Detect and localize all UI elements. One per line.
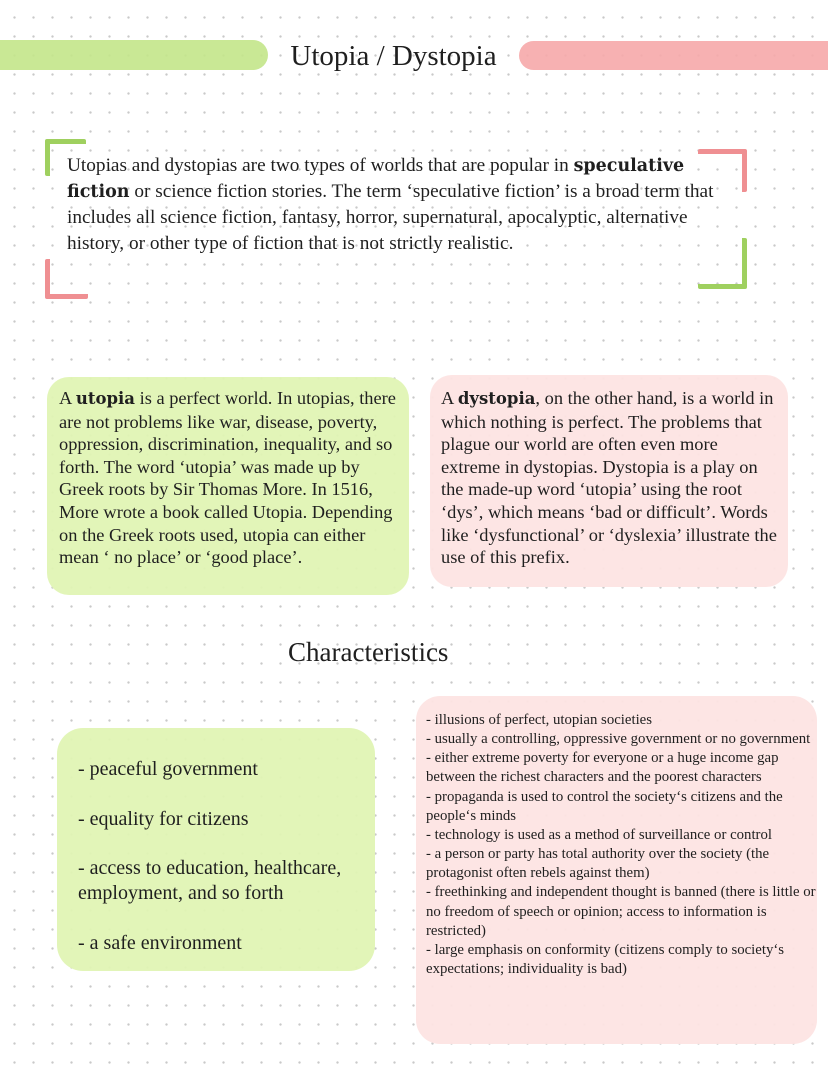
utopia-characteristic-item: - peaceful government [78,758,258,780]
dystopia-characteristic-item: - propaganda is used to control the society‘s citizens and the people‘s minds [426,788,783,824]
title-highlight-pink [519,41,828,70]
dystopia-characteristic-item: - illusions of perfect, utopian societies [426,712,653,728]
intro-paragraph [67,153,747,256]
dystopia-characteristic-item: - a person or party has total authority over the society (the protagonist often rebels against them) [426,846,770,882]
utopia-definition [59,387,401,569]
utopia-bold-term: utopia [75,389,135,408]
intro-text-before: Utopias and dystopias are two types of worlds that are popular in [67,155,574,176]
dystopia-text-after: , on the other hand, is a world in which nothing is perfect. The problems that plague our world are often even more extreme in dystopias. Dystopia is a play on the made-up word ‘utopia’ using the root ‘dys’, which means ‘bad or difficult’. Words like ‘dysfunctional’ or ‘dyslexia’ illustrate the use of this prefix. [441,388,777,568]
dystopia-characteristic-item: - either extreme poverty for everyone or a huge income gap between the richest characters and the poorest characters [426,750,779,786]
page-title: Utopia / Dystopia [290,40,497,72]
title-highlight-green [0,40,268,70]
intro-bold-term: speculative fiction [67,156,685,203]
dystopia-characteristics-list [426,711,818,979]
dystopia-definition [441,387,781,569]
utopia-characteristic-item: - access to education, healthcare, employment, and so forth [78,857,342,904]
characteristics-heading: Characteristics [288,637,449,667]
intro-text-after: or science fiction stories. The term ‘speculative fiction’ is a broad term that includes all science fiction, fantasy, horror, supernatural, apocalyptic, alternative history, or other type of fiction that is not strictly realistic. [67,181,714,254]
utopia-characteristic-item: - equality for citizens [78,808,249,830]
utopia-text-after: is a perfect world. In utopias, there are not problems like war, disease, poverty, oppression, discrimination, inequality, and so forth. The word ‘utopia’ was made up by Greek roots by Sir Thomas More. In 1516, More wrote a book called Utopia. Depending on the Greek roots used, utopia can either mean ‘ no place’ or ‘good place’. [59,388,396,568]
utopia-characteristic-item: - a safe environment [78,932,242,954]
dystopia-characteristic-item: - technology is used as a method of surveillance or control [426,826,772,843]
dystopia-characteristic-item: - freethinking and independent thought is banned (there is little or no freedom of speech or opinion; access to information is restricted) [426,884,816,939]
bracket-bottom-left [45,259,88,299]
utopia-text-before: A [59,388,76,408]
dystopia-characteristic-item: - usually a controlling, oppressive government or no government [426,731,811,748]
dystopia-text-before: A [441,388,458,408]
dystopia-bold-term: dystopia [457,389,536,408]
dystopia-characteristic-item: - large emphasis on conformity (citizens comply to society‘s expectations; individuality is bad) [426,941,785,978]
